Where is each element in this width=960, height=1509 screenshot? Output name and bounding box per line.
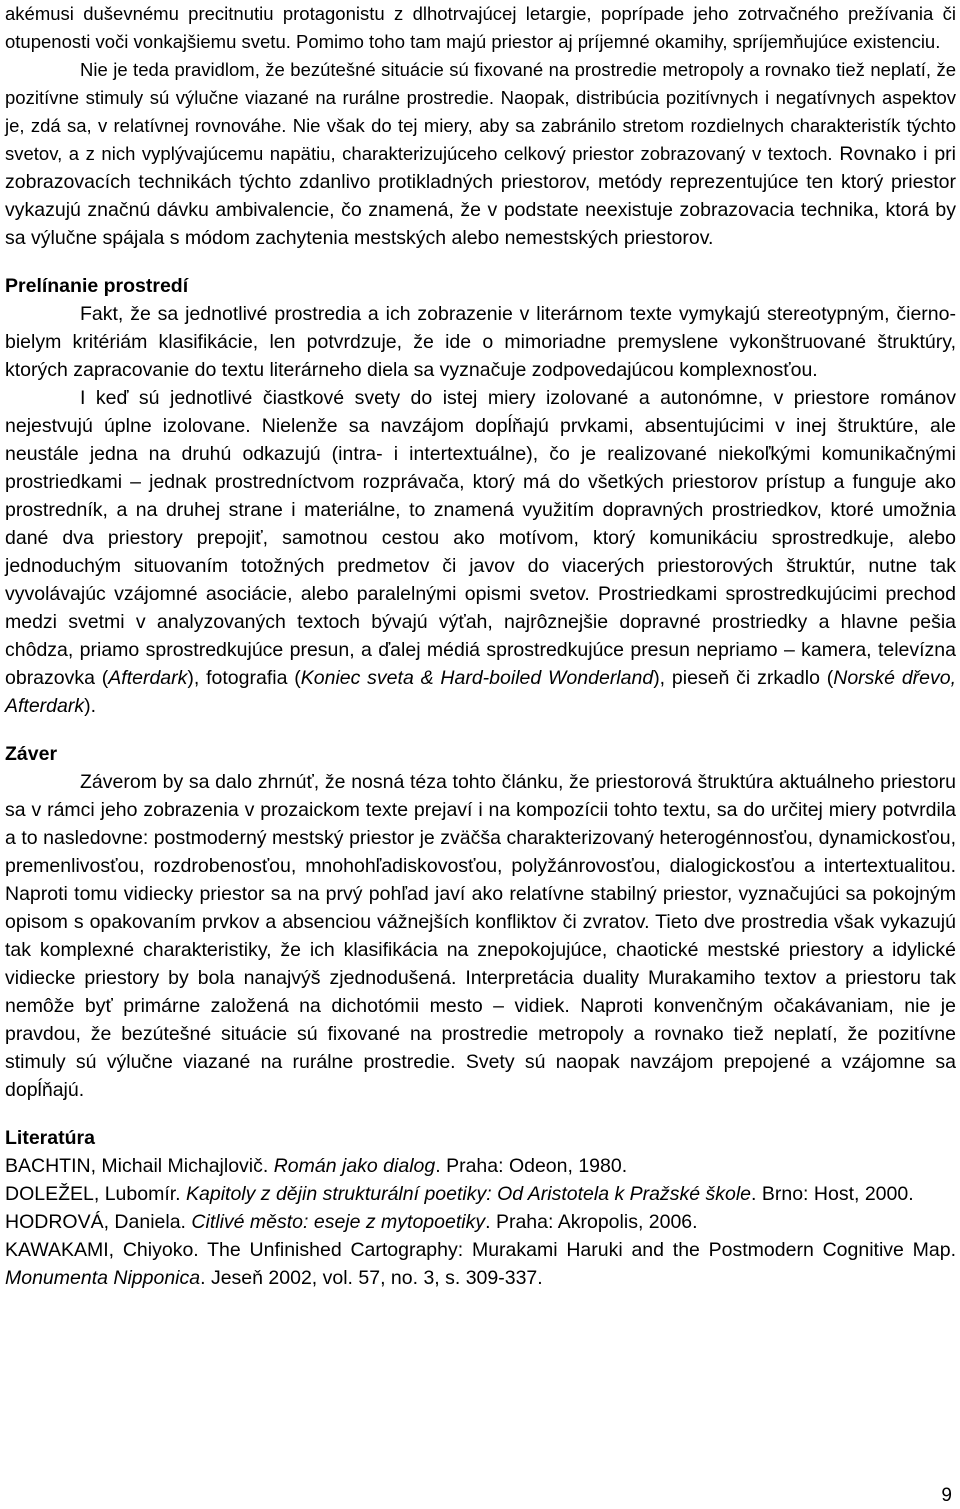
bibliography-entry: DOLEŽEL, Lubomír. Kapitoly z dějin strukturální poetiky: Od Aristotela k Pražské škole. Brno: Host, 2000. (5, 1183, 914, 1205)
document-page (5, 0, 956, 1292)
section-heading-zaver: Záver (5, 743, 58, 765)
section-heading-prelinanie: Prelínanie prostredí (5, 275, 189, 297)
intro-paragraph: Nie je teda pravidlom, že bezútešné situácie sú fixované na prostredie metropoly a rovnako tiež neplatí, že pozitívne stimuly sú výlučne viazané na rurálne prostredie. Naopak, distribúcia pozitívnych i negatívnych aspektov je, zdá sa, v relatívnej rovnováhe. Nie však do tej miery, aby sa zabránilo stretom rozdielnych charakteristík týchto svetov, a z nich vyplývajúcemu napätiu, charakterizujúceho celkový priestor zobrazovaný v textoch. Rovnako i pri zobrazovacích technikách týchto zdanlivo protikladných priestorov, metódy reprezentujúce ten ktorý priestor vykazujú značnú dávku ambivalencie, čo znamená, že v podstate neexistuje zobrazovacia technika, ktorá by sa výlučne spájala s módom zachytenia mestských alebo nemestských priestorov. (5, 59, 957, 249)
bibliography-entry: KAWAKAMI, Chiyoko. The Unfinished Cartography: Murakami Haruki and the Postmodern Cognitive Map. Monumenta Nipponica. Jeseň 2002, vol. 57, no. 3, s. 309-337. (5, 1239, 956, 1289)
section1-paragraph-2: I keď sú jednotlivé čiastkové svety do istej miery izolované a autonómne, v priestore románov nejestvujú úplne izolovane. Nielenže sa navzájom dopĺňajú prvkami, absentujúcimi v inej štruktúre, ale neustále jedna na druhú odkazujú (intra- i intertextuálne), čo je realizované niekoľkými komunikačnými prostriedkami – jednak prostredníctvom rozprávača, ktorý má do všetkých priestorov prístup a funguje ako prostredník, a na druhej strane i materiálne, to znamená využitím dopravných prostriedkov, ktoré umožnia dané dva priestory prepojiť, samotnou cestou ako motívom, ktorý komunikáciu sprostredkuje, alebo jednoduchým situovaním totožných predmetov či javov do viacerých priestorových štruktúr, nutne tak vyvolávajúc vzájomné asociácie, alebo paralelnými opismi svetov. Prostriedkami sprostredkujúcimi prechod medzi svetmi v analyzovaných textoch bývajú výťah, najrôznejšie dopravné prostriedky a hlavne pešia chôdza, priamo sprostredkujúce presun, a ďalej médiá sprostredkujúce presun nepriamo – kamera, televízna obrazovka (Afterdark), fotografia (Koniec sveta & Hard-boiled Wonderland), pieseň či zrkadlo (Norské dřevo, Afterdark). (5, 387, 957, 717)
intro-paragraph-continued: akémusi duševnému precitnutiu protagonistu z dlhotrvajúcej letargie, poprípade jeho zotrvačného prežívania či otupenosti voči vonkajšiemu svetu. Pomimo toho tam majú priestor aj príjemné okamihy, spríjemňujúce existenciu. (5, 3, 956, 52)
bibliography-entry: HODROVÁ, Daniela. Citlivé město: eseje z mytopoetiky. Praha: Akropolis, 2006. (5, 1211, 698, 1233)
section2-paragraph: Záverom by sa dalo zhrnúť, že nosná téza tohto článku, že priestorová štruktúra aktuálneho priestoru sa v rámci jeho zobrazenia v prozaickom texte prejaví i na kompozícii tohto textu, sa do určitej miery potvrdila a to nasledovne: postmoderný mestský priestor je zväčša charakterizovaný heterogénnosťou, dynamickosťou, premenlivosťou, rozdrobenosťou, mnohohľadiskovosťou, polyžánrovosťou, dialogickosťou a intertextualitou. Naproti tomu vidiecky priestor sa na prvý pohľad javí ako relatívne stabilný priestor, vyznačujúci sa pokojným opisom s opakovaním prvkov a absenciou vážnejších konfliktov či zvratov. Tieto dve prostredia však vykazujú tak komplexné charakteristiky, že ich klasifikácia na znepokojujúce, chaotické mestské priestory a idylické vidiecke priestory by bola nanajvýš zjednodušená. Interpretácia duality Murakamiho textov a priestoru tak nemôže byť primárne založená na dichotómii mesto – vidiek. Naproti konvenčným očakávaniam, nie je pravdou, že bezútešné situácie sú fixované na prostredie metropoly a rovnako tiež neplatí, že pozitívne stimuly sú výlučne viazané na rurálne prostredie. Svety sú naopak navzájom prepojené a vzájomne sa dopĺňajú. (5, 771, 956, 1101)
bibliography-entry: BACHTIN, Michail Michajlovič. Román jako dialog. Praha: Odeon, 1980. (5, 1155, 628, 1177)
section-heading-literatura: Literatúra (5, 1127, 95, 1149)
page-number: 9 (941, 1485, 952, 1506)
section1-paragraph-1: Fakt, že sa jednotlivé prostredia a ich zobrazenie v literárnom texte vymykajú stereotypným, čierno-bielym kritériám klasifikácie, len potvrdzuje, že ide o mimoriadne premyslene vykonštruované štruktúry, ktorých zapracovanie do textu literárneho diela sa vyznačuje zodpovedajúcou komplexnosťou. (5, 303, 956, 381)
